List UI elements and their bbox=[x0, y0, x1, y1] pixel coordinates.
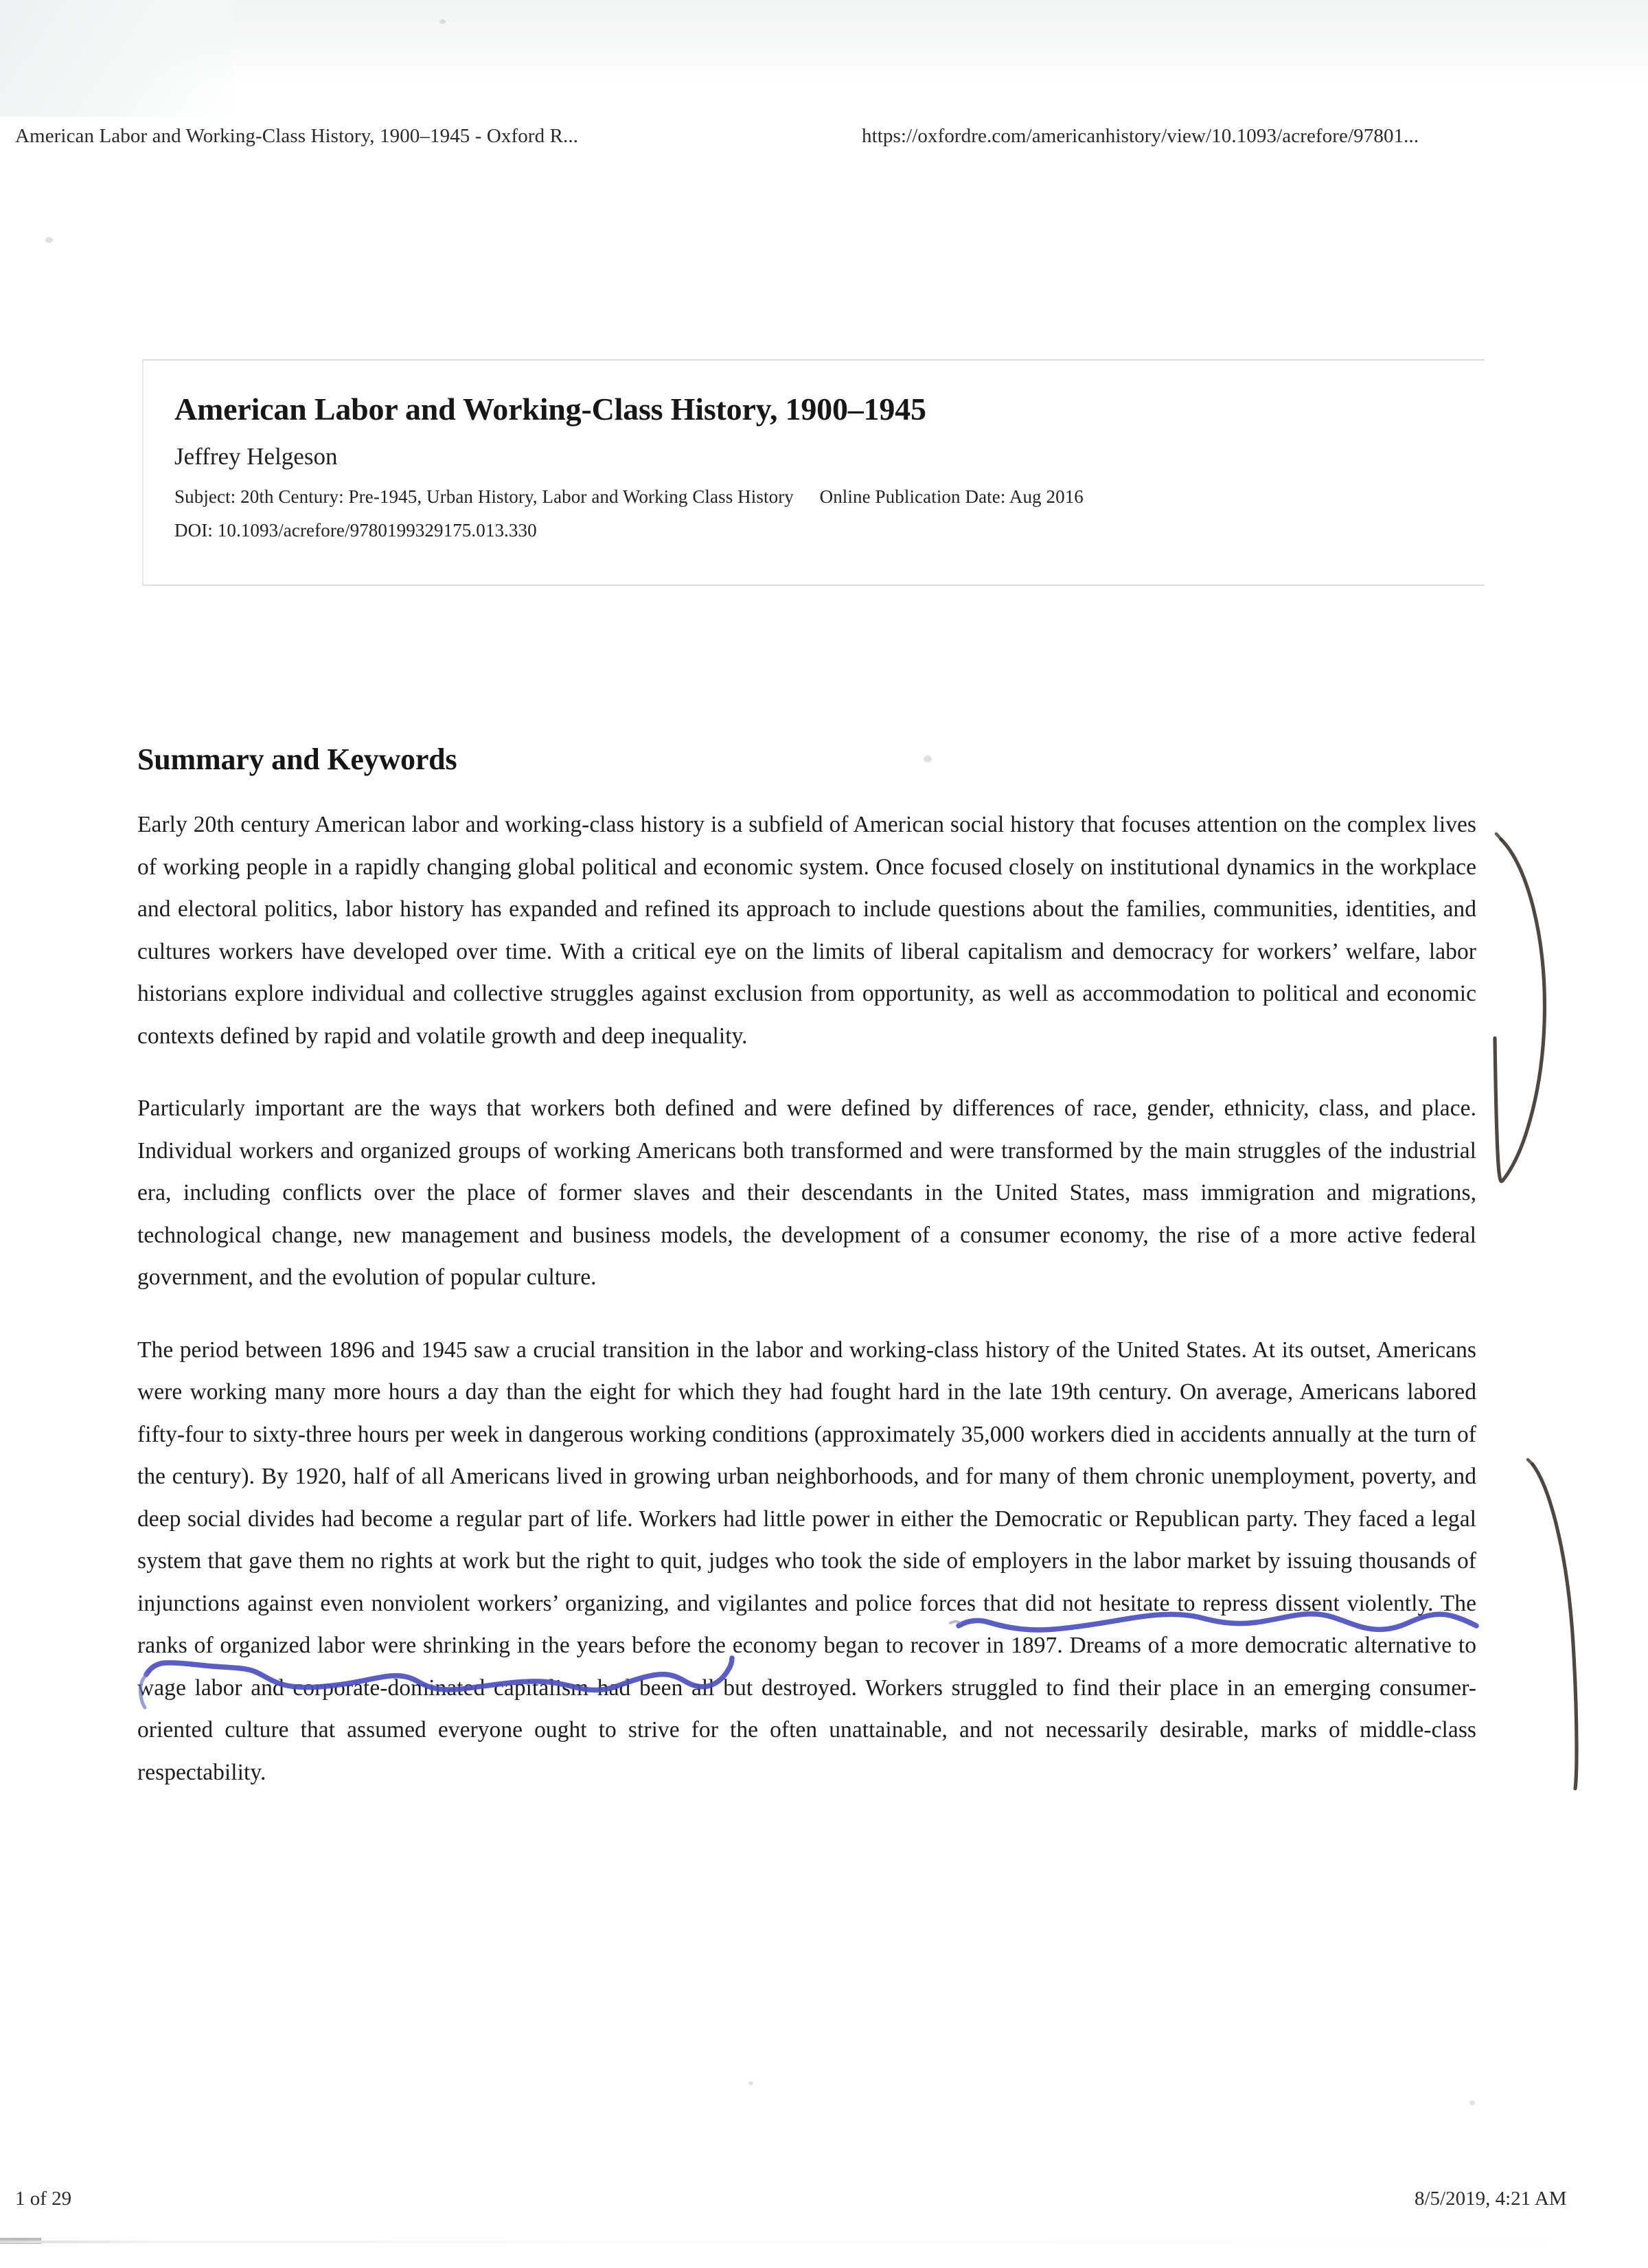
page-footer bbox=[0, 2188, 1648, 2218]
section-heading-summary-and-keywords: Summary and Keywords bbox=[137, 742, 457, 776]
margin-bracket-paragraph-three-tip-icon bbox=[1528, 1460, 1533, 1464]
scan-edge-line-bottom bbox=[0, 2241, 1648, 2243]
article-subject-line bbox=[174, 486, 1084, 508]
print-header-document-title: American Labor and Working-Class History, 1900–1945 - Oxford R... bbox=[15, 125, 579, 147]
article-body bbox=[137, 804, 1476, 1793]
online-publication-date-label: Online Publication Date: bbox=[819, 486, 1006, 507]
scan-edge-shading-top bbox=[0, 0, 1648, 81]
subject-label: Subject: bbox=[174, 486, 236, 507]
footer-page-indicator: 1 of 29 bbox=[15, 2188, 72, 2210]
scan-speck bbox=[1469, 2100, 1475, 2105]
scan-speck bbox=[748, 2081, 753, 2085]
margin-bracket-paragraph-one-tail-icon bbox=[1496, 834, 1501, 839]
online-publication-date-value: Aug 2016 bbox=[1009, 486, 1084, 507]
print-header-url: https://oxfordre.com/americanhistory/view/10.1093/acrefore/97801... bbox=[862, 125, 1419, 147]
scan-edge-shading-top-left bbox=[0, 0, 233, 117]
article-title: American Labor and Working-Class History, 1900–1945 bbox=[174, 392, 926, 427]
article-doi-line bbox=[174, 520, 537, 541]
paragraph: The period between 1896 and 1945 saw a crucial transition in the labor and working-class history of the United States. At its outset, Americans were working many more hours a day than the eight for which they had fought hard in the late 19th century. On average, Americans labored fifty-four to sixty-three hours per week in dangerous working conditions (approximately 35,000 workers died in accidents annually at the turn of the century). By 1920, half of all Americans lived in growing urban neighborhoods, and for many of them chronic unemployment, poverty, and deep social divides had become a regular part of life. Workers had little power in either the Democratic or Republican party. They faced a legal system that gave them no rights at work but the right to quit, judges who took the side of employers in the labor market by issuing thousands of injunctions against even nonviolent workers’ organizing, and vigilantes and police forces that did not hesitate to repress dissent violently. The ranks of organized labor were shrinking in the years before the economy began to recover in 1897. Dreams of a more democratic alternative to wage labor and corporate-dominated capitalism had been all but destroyed. Workers struggled to find their place in an emerging consumer-oriented culture that assumed everyone ought to strive for the often unattainable, and not necessarily desirable, marks of middle-class respectability. bbox=[137, 1337, 1476, 1785]
margin-bracket-paragraph-one-icon bbox=[1495, 839, 1544, 1181]
scan-edge-corner-bottom-left bbox=[0, 2238, 41, 2244]
article-title-card bbox=[142, 359, 1485, 586]
scan-speck bbox=[439, 19, 446, 24]
paragraph: Early 20th century American labor and working-class history is a subfield of American social history that focuses attention on the complex lives of working people in a rapidly changing global political and economic system. Once focused closely on institutional dynamics in the workplace and electoral politics, labor history has expanded and refined its approach to include questions about the families, communities, identities, and cultures workers have developed over time. With a critical eye on the limits of liberal capitalism and democracy for workers’ welfare, labor historians explore individual and collective struggles against exclusion from opportunity, as well as accommodation to political and economic contexts defined by rapid and volatile growth and deep inequality. bbox=[137, 812, 1476, 1049]
paragraph: Particularly important are the ways that workers both defined and were defined by differences of race, gender, ethnicity, class, and place. Individual workers and organized groups of working Americans both transformed and were transformed by the main struggles of the industrial era, including conflicts over the place of former slaves and their descendants in the United States, mass immigration and migrations, technological change, new management and business models, the development of a consumer economy, the rise of a more active federal government, and the evolution of popular culture. bbox=[137, 1096, 1476, 1290]
doi-value: 10.1093/acrefore/9780199329175.013.330 bbox=[217, 520, 537, 541]
subject-value: 20th Century: Pre-1945, Urban History, Labor and Working Class History bbox=[240, 486, 794, 507]
article-author: Jeffrey Helgeson bbox=[174, 443, 338, 470]
scan-speck bbox=[924, 756, 932, 762]
scan-speck bbox=[45, 237, 53, 243]
footer-timestamp: 8/5/2019, 4:21 AM bbox=[1415, 2188, 1567, 2210]
margin-bracket-paragraph-three-icon bbox=[1533, 1464, 1577, 1789]
doi-label: DOI: bbox=[174, 520, 213, 541]
print-header bbox=[0, 125, 1648, 157]
